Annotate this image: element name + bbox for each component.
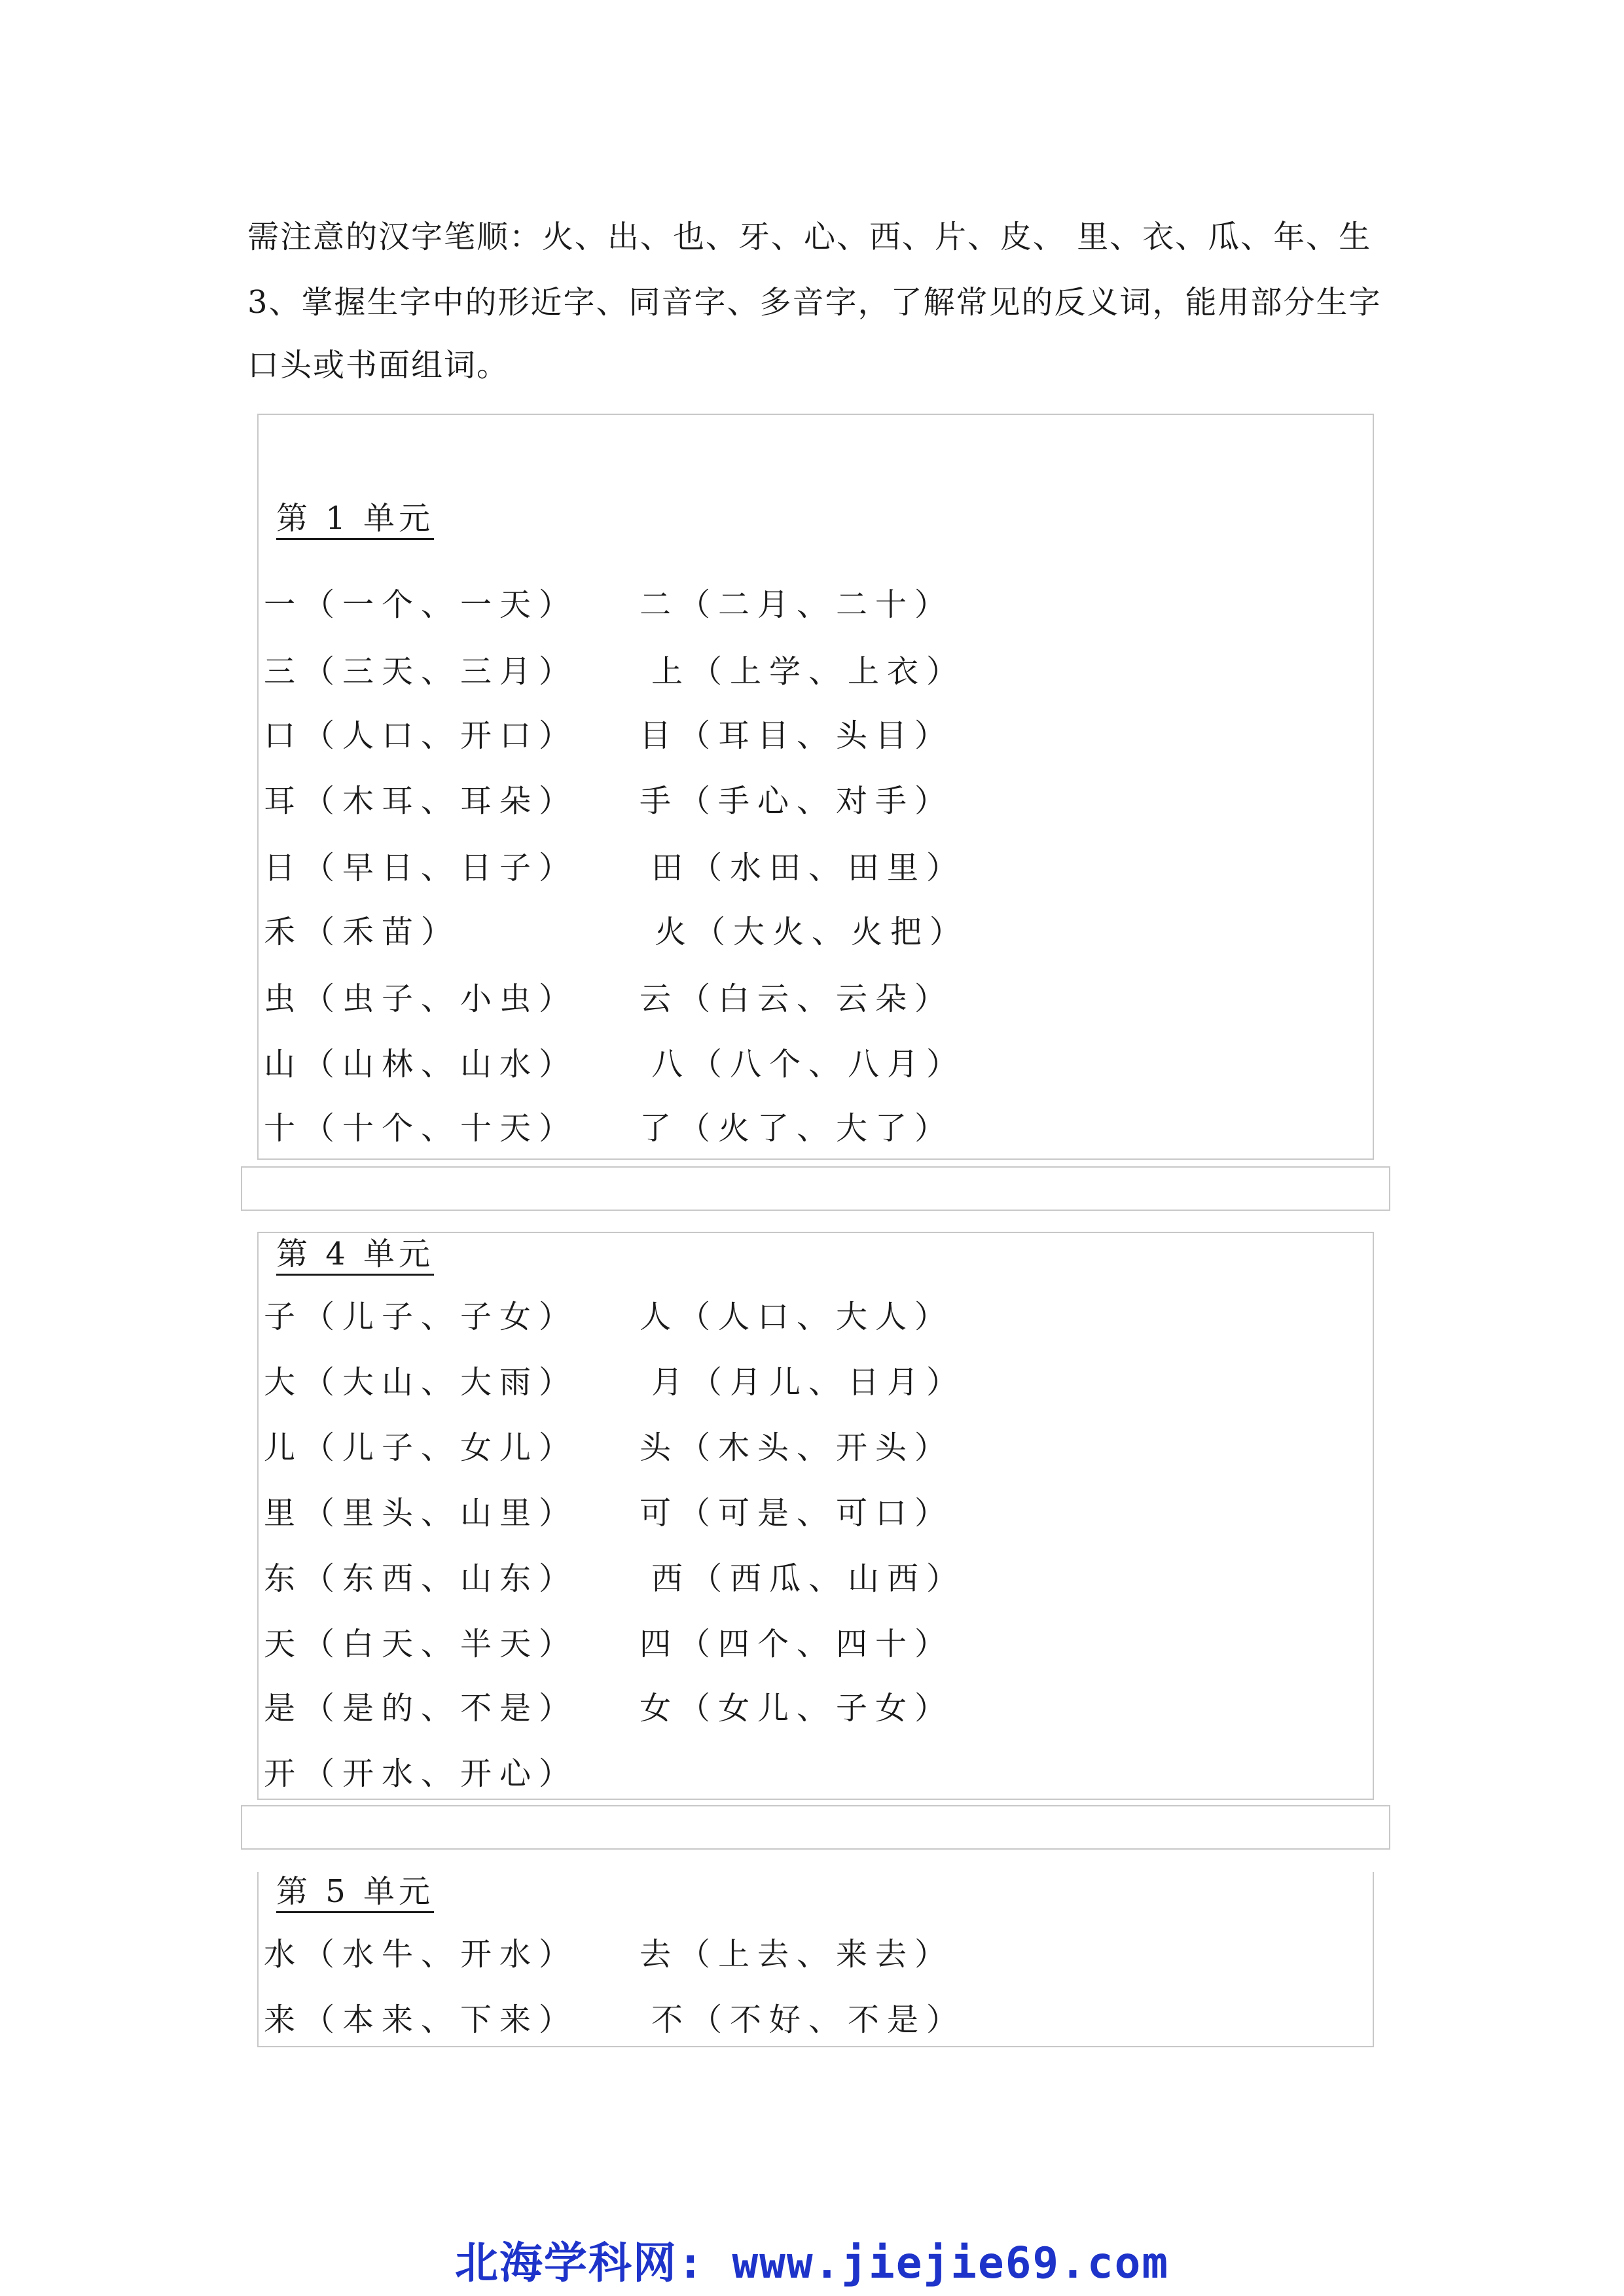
unit-1-right-entry: 了（火了、大了） <box>640 1110 954 1147</box>
unit-5-box <box>257 1872 1374 2047</box>
unit-4-right-entry: 头（木头、开头） <box>640 1429 954 1466</box>
unit-1-right-entry: 目（耳目、头目） <box>640 717 954 754</box>
footer-website[interactable]: 北海学科网: www.jiejie69.com <box>454 2238 1170 2288</box>
unit-1-box <box>257 414 1374 1160</box>
unit-4-left-entry: 子（儿子、子女） <box>264 1299 579 1335</box>
unit-1-left-entry: 山（山林、山水） <box>264 1046 579 1083</box>
unit-4-left-entry: 天（白天、半天） <box>264 1626 579 1662</box>
unit-1-left-entry: 十（十个、十天） <box>264 1110 579 1147</box>
unit-5-right-entry: 不（不好、不是） <box>651 2001 966 2038</box>
requirement-text: 3、掌握生字中的形近字、同音字、多音字，了解常见的反义词，能用部分生字 <box>247 284 1382 321</box>
requirement-text-cont: 口头或书面组词。 <box>247 347 510 384</box>
unit-5-left-entry: 来（本来、下来） <box>264 2001 579 2038</box>
unit-1-title: 第 1 单元 <box>276 499 434 538</box>
unit-1-left-entry: 一（一个、一天） <box>264 586 579 623</box>
unit-4-right-entry: 月（月儿、日月） <box>651 1364 966 1401</box>
unit-1-right-entry: 二（二月、二十） <box>640 586 954 623</box>
unit-4-right-entry: 女（女儿、子女） <box>640 1690 954 1727</box>
unit-4-box <box>257 1232 1374 1800</box>
unit-4-right-entry: 人（人口、大人） <box>640 1299 954 1335</box>
unit-4-left-entry: 是（是的、不是） <box>264 1690 579 1727</box>
unit-4-left-entry: 里（里头、山里） <box>264 1495 579 1532</box>
unit-4-left-entry: 开（开水、开心） <box>264 1755 579 1792</box>
unit-1-right-entry: 八（八个、八月） <box>651 1046 966 1083</box>
unit-5-left-entry: 水（水牛、开水） <box>264 1936 579 1973</box>
stroke-order-note: 需注意的汉字笔顺：火、出、也、牙、心、西、片、皮、 里、衣、瓜、年、生 <box>247 219 1372 255</box>
unit-4-title: 第 4 单元 <box>276 1234 434 1274</box>
unit-1-left-entry: 耳（木耳、耳朵） <box>264 783 579 819</box>
unit-1-right-entry: 火（大火、火把） <box>655 914 969 950</box>
unit-5-right-entry: 去（上去、来去） <box>640 1936 954 1973</box>
unit-1-right-entry: 上（上学、上衣） <box>651 653 966 690</box>
unit-1-left-entry: 禾（禾苗） <box>264 914 461 950</box>
unit-4-left-entry: 大（大山、大雨） <box>264 1364 579 1401</box>
unit-1-left-entry: 口（人口、开口） <box>264 717 579 754</box>
spacer-box <box>241 1166 1390 1211</box>
unit-1-left-entry: 日（早日、日子） <box>264 850 579 886</box>
unit-1-right-entry: 田（水田、田里） <box>651 850 966 886</box>
unit-4-left-entry: 东（东西、山东） <box>264 1560 579 1597</box>
unit-1-left-entry: 虫（虫子、小虫） <box>264 980 579 1017</box>
unit-1-right-entry: 云（白云、云朵） <box>640 980 954 1017</box>
unit-4-left-entry: 儿（儿子、女儿） <box>264 1429 579 1466</box>
unit-5-title: 第 5 单元 <box>276 1872 434 1911</box>
unit-4-right-entry: 西（西瓜、山西） <box>651 1560 966 1597</box>
unit-4-right-entry: 可（可是、可口） <box>640 1495 954 1532</box>
unit-1-right-entry: 手（手心、对手） <box>640 783 954 819</box>
spacer-box <box>241 1805 1390 1850</box>
unit-1-left-entry: 三（三天、三月） <box>264 653 579 690</box>
unit-4-right-entry: 四（四个、四十） <box>640 1626 954 1662</box>
